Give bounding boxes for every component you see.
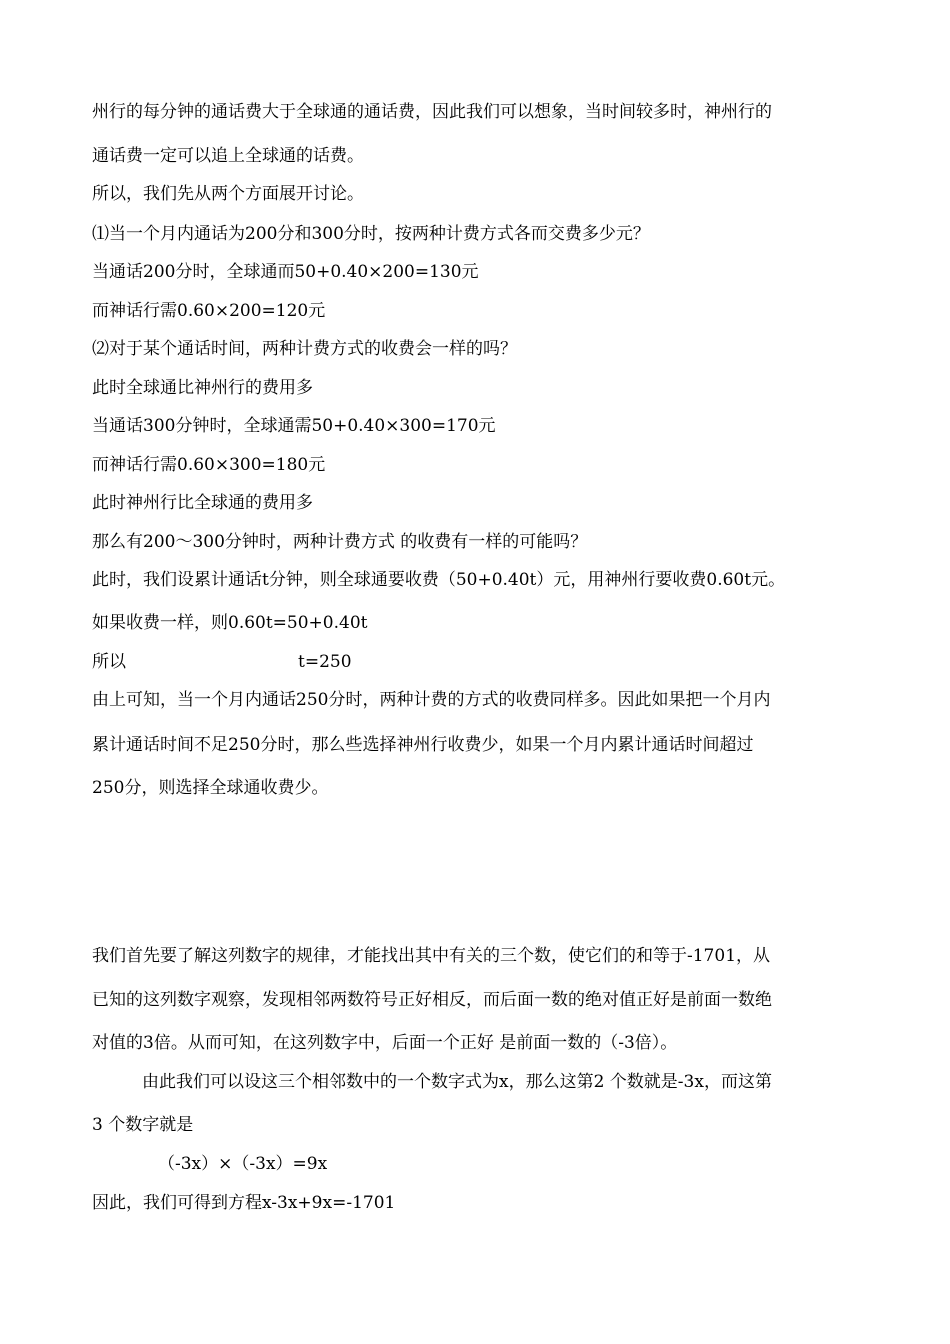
- text-line: 那么有200～300分钟时，两种计费方式 的收费有一样的可能吗？: [92, 532, 588, 552]
- text-line: 累计通话时间不足250分时，那么些选择神州行收费少，如果一个月内累计通话时间超过: [92, 735, 754, 755]
- text-line: ⑴当一个月内通话为200分和300分时，按两种计费方式各而交费多少元？: [92, 224, 650, 244]
- text-line: 250分，则选择全球通收费少。: [92, 778, 329, 798]
- text-line: 由上可知，当一个月内通话250分时，两种计费的方式的收费同样多。因此如果把一个月内: [92, 690, 771, 710]
- text-line: 已知的这列数字观察，发现相邻两数符号正好相反，而后面一数的绝对值正好是前面一数绝: [92, 990, 772, 1010]
- text-line: 州行的每分钟的通话费大于全球通的通话费，因此我们可以想象，当时间较多时，神州行的: [92, 102, 772, 122]
- formula-line: （-3x）×（-3x）=9x: [158, 1154, 328, 1174]
- text-line: 3 个数字就是: [92, 1115, 194, 1135]
- equation-line: [92, 651, 352, 673]
- text-line: 当通话300分钟时，全球通需50+0.40×300=170元: [92, 416, 496, 436]
- text-line: 当通话200分时，全球通而50+0.40×200=130元: [92, 262, 479, 282]
- text-line: 此时，我们设累计通话t分钟，则全球通要收费（50+0.40t）元，用神州行要收费0.60t元。: [92, 570, 786, 590]
- so-label: 所以: [92, 652, 126, 672]
- so-value: t=250: [298, 652, 352, 672]
- text-line: 此时神州行比全球通的费用多: [92, 493, 313, 513]
- text-line: 因此，我们可得到方程x-3x+9x=-1701: [92, 1193, 396, 1213]
- text-line: ⑵对于某个通话时间，两种计费方式的收费会一样的吗？: [92, 339, 517, 359]
- text-line: 此时全球通比神州行的费用多: [92, 378, 313, 398]
- text-line: 我们首先要了解这列数字的规律，才能找出其中有关的三个数，使它们的和等于-1701，从: [92, 946, 771, 966]
- text-line: 通话费一定可以追上全球通的话费。: [92, 146, 364, 166]
- text-line: 而神话行需0.60×300=180元: [92, 455, 326, 475]
- text-line: 所以，我们先从两个方面展开讨论。: [92, 184, 364, 204]
- text-line: 由此我们可以设这三个相邻数中的一个数字式为x，那么这第2 个数就是-3x，而这第: [142, 1072, 772, 1092]
- text-line: 对值的3倍。从而可知，在这列数字中，后面一个正好 是前面一数的（-3倍）。: [92, 1033, 678, 1053]
- text-line: 而神话行需0.60×200=120元: [92, 301, 326, 321]
- text-line: 如果收费一样，则0.60t=50+0.40t: [92, 613, 368, 633]
